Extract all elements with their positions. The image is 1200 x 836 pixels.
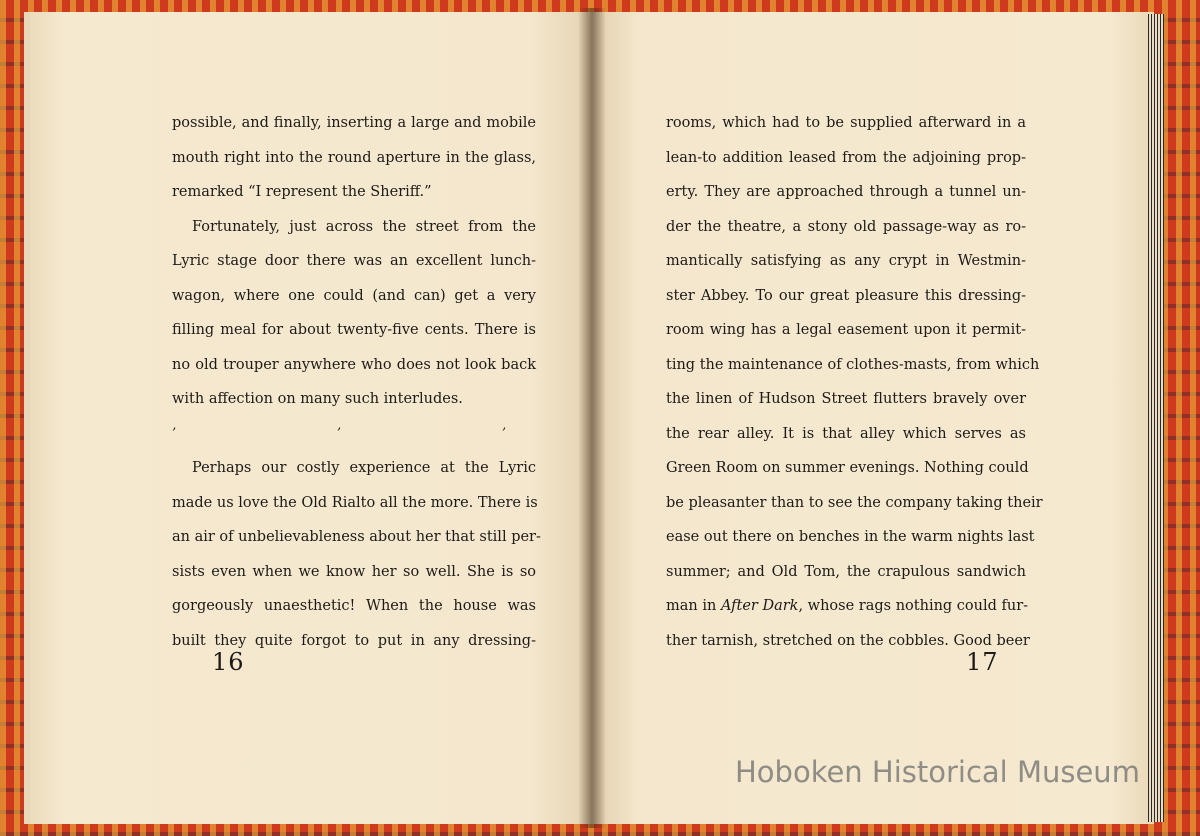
text-line: gorgeously unaesthetic! When the house was <box>172 598 536 614</box>
text-fragment: man in <box>666 598 717 614</box>
text-line: remarked “I represent the Sheriff.” <box>172 184 432 200</box>
watermark: Hoboken Historical Museum <box>735 755 1140 789</box>
text-line: the rear alley. It is that alley which serves as <box>666 425 1026 442</box>
text-line: built they quite forgot to put in any dressing- <box>172 632 536 649</box>
text-line: no old trouper anywhere who does not look back <box>172 356 536 373</box>
text-line: filling meal for about twenty-five cents. There is <box>172 322 536 338</box>
text-line: ster Abbey. To our great pleasure this dressing- <box>666 287 1026 304</box>
text-fragment: , whose rags nothing could fur- <box>798 598 1029 614</box>
text-line: erty. They are approached through a tunnel un- <box>666 184 1026 200</box>
book-gutter <box>578 8 606 828</box>
text-line: Lyric stage door there was an excellent lunch- <box>172 253 536 269</box>
text-line: ting the maintenance of clothes-masts, from which <box>666 356 1040 373</box>
right-page <box>594 12 1154 824</box>
page-number: 16 <box>212 648 245 676</box>
page-number: 17 <box>966 648 999 676</box>
text-line: an air of unbelievableness about her that still per- <box>172 529 541 545</box>
text-line: ease out there on benches in the warm nights last <box>666 529 1035 545</box>
left-page-text <box>172 106 541 658</box>
italic-title: After Dark <box>720 598 799 614</box>
text-line: with affection on many such interludes. <box>172 391 463 407</box>
left-page <box>24 12 600 824</box>
text-line: sists even when we know her so well. She is so <box>172 563 536 580</box>
text-line: be pleasanter than to see the company taking their <box>666 494 1043 511</box>
text-line: lean-to addition leased from the adjoining prop- <box>666 149 1026 166</box>
text-line: der the theatre, a stony old passage-way as ro- <box>666 218 1026 235</box>
text-line: rooms, which had to be supplied afterward in a <box>666 115 1026 131</box>
text-line: ther tarnish, stretched on the cobbles. Good beer <box>666 632 1030 649</box>
text-line: possible, and finally, inserting a large and mobile <box>172 115 536 131</box>
right-page-text <box>666 106 1043 658</box>
text-line: mouth right into the round aperture in the glass, <box>172 149 536 166</box>
text-line: Fortunately, just across the street from the <box>192 218 536 235</box>
section-ornament: ’ ’ ’ <box>172 425 536 441</box>
page-edges <box>1148 14 1164 822</box>
text-line: room wing has a legal easement upon it permit- <box>666 322 1026 338</box>
text-line: summer; and Old Tom, the crapulous sandwich <box>666 563 1026 580</box>
text-line: made us love the Old Rialto all the more. There is <box>172 494 538 511</box>
text-line: the linen of Hudson Street flutters bravely over <box>666 391 1026 407</box>
text-line: wagon, where one could (and can) get a very <box>172 287 536 304</box>
text-line: Perhaps our costly experience at the Lyric <box>192 460 536 476</box>
text-line: mantically satisfying as any crypt in Westmin- <box>666 253 1026 269</box>
text-line <box>666 589 1029 624</box>
text-line: Green Room on summer evenings. Nothing could <box>666 460 1029 476</box>
